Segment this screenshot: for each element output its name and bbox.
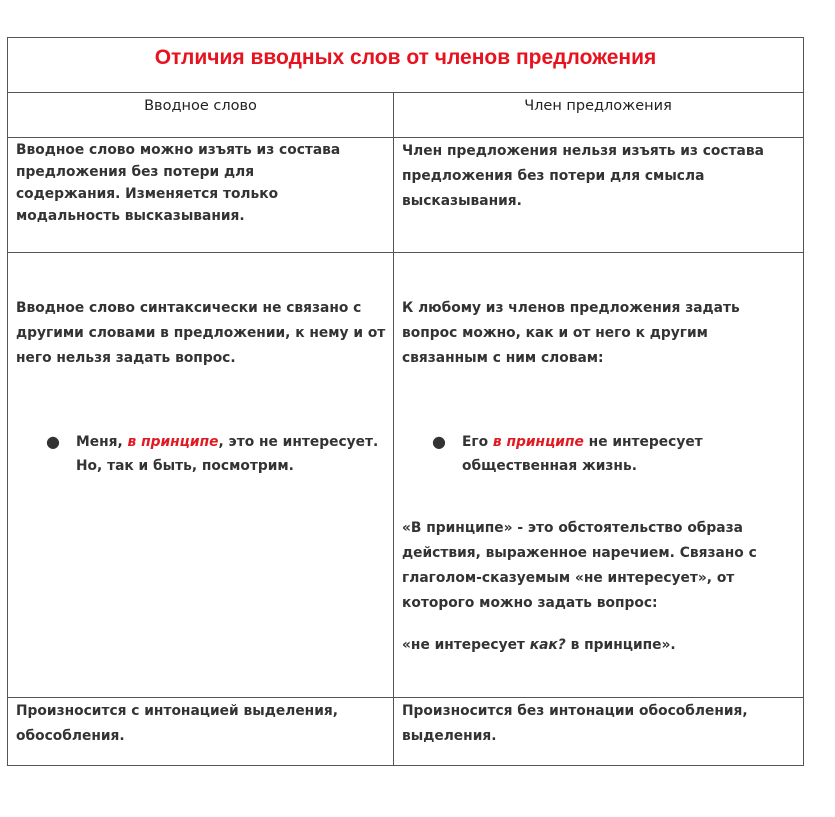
row2-right-example — [432, 430, 782, 478]
row3-right-cell: Произносится без интонации обособления, выделения. — [402, 703, 748, 744]
row2-right-cell: К любому из членов предложения задать вопрос можно, как и от него к другим связанным с ним словам: — [402, 300, 740, 366]
row2-left-example — [46, 430, 386, 478]
row2-right-note: «В принципе» - это обстоятельство образа действия, выраженное наречием. Связано с глаголом-сказуемым «не интересует», от которого можно задать вопрос: — [402, 520, 757, 611]
example-text: Меня, — [76, 434, 128, 450]
row2-right-question — [402, 634, 792, 656]
example-text: , это не интересует. — [218, 434, 379, 450]
row1-right-cell: Член предложения нельзя изъять из состава предложения без потери для смысла высказывания. — [402, 143, 764, 209]
divider — [8, 697, 803, 698]
example-text: Но, так и быть, посмотрим. — [76, 458, 294, 474]
question-text: в принципе». — [565, 637, 676, 653]
column-divider — [393, 92, 394, 765]
question-italic: как? — [529, 637, 566, 653]
bullet-icon: ● — [432, 432, 446, 451]
example-highlight: в принципе — [492, 434, 584, 450]
example-highlight: в принципе — [127, 434, 219, 450]
divider — [8, 92, 803, 93]
row1-left-cell: Вводное слово можно изъять из состава предложения без потери для содержания. Изменяется только модальность высказывания. — [16, 142, 341, 224]
row3-left-cell: Произносится с интонацией выделения, обособления. — [16, 703, 338, 744]
divider — [8, 137, 803, 138]
example-text: Его — [462, 434, 493, 450]
example-text: не интересует — [583, 434, 703, 450]
column-header-introductory: Вводное слово — [144, 98, 257, 114]
example-text: общественная жизнь. — [462, 458, 637, 474]
column-header-sentence-member: Член предложения — [524, 98, 672, 114]
divider — [8, 252, 803, 253]
row2-left-cell: Вводное слово синтаксически не связано с другими словами в предложении, к нему и от него нельзя задать вопрос. — [16, 300, 386, 366]
bullet-icon: ● — [46, 432, 60, 451]
question-text: «не интересует — [402, 637, 530, 653]
comparison-table — [7, 37, 804, 766]
table-title: Отличия вводных слов от членов предложения — [154, 46, 657, 69]
